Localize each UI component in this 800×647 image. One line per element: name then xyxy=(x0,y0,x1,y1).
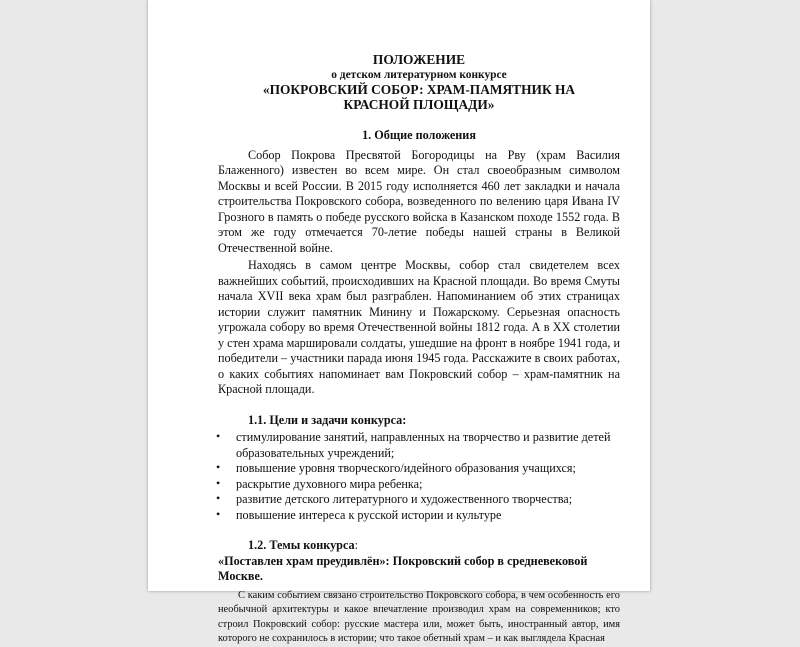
bullet-icon: • xyxy=(216,491,221,505)
list-item: • развитие детского литературного и художественного творчества; xyxy=(216,491,573,506)
contest-name: «ПОКРОВСКИЙ СОБОР: ХРАМ-ПАМЯТНИК НА КРАСНОЙ ПЛОЩАДИ» xyxy=(262,81,576,112)
bullet-icon: • xyxy=(216,429,221,443)
document-title: ПОЛОЖЕНИЕ xyxy=(372,52,466,67)
bullet-icon: • xyxy=(216,460,221,474)
paragraph-1: Собор Покрова Пресвятой Богородицы на Рву (храм Василия Блаженного) известен во всем мире. Он стал своеобразным символом Москвы и всей России. В 2015 году исполняется 460 лет закладки и начала строительства Покровского собора, возведенного по велению царя Ивана IV Грозного в память о победе русского войска в Казанском походе 1552 года. В этом же году отмечается 70-летие победы нашей страны в Великой Отечественной войне. xyxy=(218,147,620,255)
goals-heading: 1.1. Цели и задачи конкурса: xyxy=(248,412,407,427)
bullet-icon: • xyxy=(216,475,221,490)
list-item: • повышение уровня творческого/идейного образования учащихся; xyxy=(216,460,576,475)
section-heading: 1. Общие положения xyxy=(362,127,476,142)
bullet-icon: • xyxy=(216,506,221,521)
list-item: • раскрытие духовного мира ребенка; xyxy=(216,475,423,491)
document-page xyxy=(148,0,650,644)
theme-title: «Поставлен храм преудивлён»: Покровский собор в средневековой Москве. xyxy=(218,553,588,583)
document-body xyxy=(218,52,620,647)
document-subtitle: о детском литературном конкурсе xyxy=(331,68,507,81)
list-item: • стимулирование занятий, направленных на творчество и развитие детей образовательных учреждений; xyxy=(216,429,611,460)
list-item: • повышение интереса к русской истории и культуре xyxy=(216,506,502,522)
goals-list xyxy=(218,430,620,523)
theme-description: С каким событием связано строительство Покровского собора, в чем особенность его необычной архитектуры и какое впечатление производил храм на современников; кто строил Покровский собор: русские мастера или, может быть, иностранный автор, имя которого не сохранилось в истории; что такое обетный храм – и как выглядела Красная xyxy=(218,589,620,644)
paragraph-2: Находясь в самом центре Москвы, собор стал свидетелем всех важнейших событий, происходивших на Красной площади. Во время Смуты начала XVII века храм был разграблен. Напоминанием об этих страницах истории служит памятник Минину и Пожарскому. Серьезная опасность угрожала собору во время Отечественной войны 1812 года. А в XX столетии у стен храма маршировали солдаты, ушедшие на фронт в ноябре 1941 года, и победители – участники парада июня 1945 года. Расскажите в своих работах, о каких событиях напоминает вам Покровский собор – храм-памятник на Красной площади. xyxy=(218,258,620,396)
themes-heading: 1.2. Темы конкурса: xyxy=(248,538,359,552)
